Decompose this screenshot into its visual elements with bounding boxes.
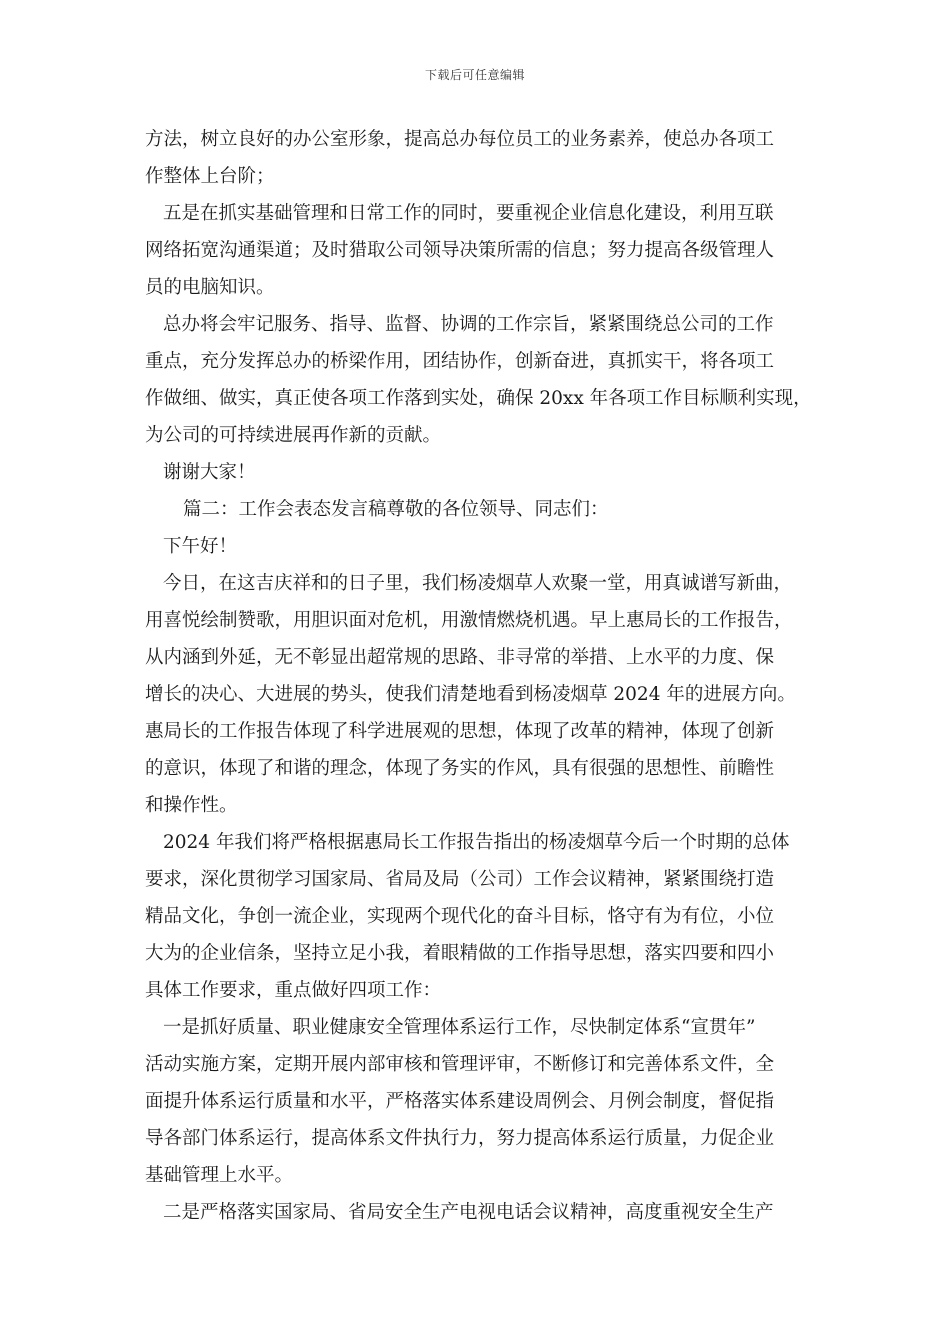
text-line: 从内涵到外延，无不彰显出超常规的思路、非寻常的举措、上水平的力度、保 [145,647,775,668]
text-line: 和操作性。 [145,795,238,816]
text-line: 下午好！ [163,536,238,557]
text-line: 的意识，体现了和谐的理念，体现了务实的作风，具有很强的思想性、前瞻性 [145,758,775,779]
document-body [145,121,825,1231]
text-line: 用喜悦绘制赞歌，用胆识面对危机，用激情燃烧机遇。早上惠局长的工作报告， [145,610,793,631]
page-header: 下载后可任意编辑 [424,68,525,82]
text-line: 具体工作要求，重点做好四项工作： [145,980,442,1001]
text-line: 要求，深化贯彻学习国家局、省局及局（公司）工作会议精神，紧紧围绕打造 [145,869,775,890]
text-line: 导各部门体系运行，提高体系文件执行力，努力提高体系运行质量，力促企业 [145,1128,775,1149]
text-line: 员的电脑知识。 [145,277,275,298]
text-line: 增长的决心、大进展的势头，使我们清楚地看到杨凌烟草 2024 年的进展方向。 [145,684,796,705]
section-heading: 篇二：工作会表态发言稿尊敬的各位领导、同志们： [183,499,609,520]
text-line: 网络拓宽沟通渠道；及时猎取公司领导决策所需的信息；努力提高各级管理人 [145,240,775,261]
text-line: 谢谢大家！ [163,462,256,483]
text-line: 为公司的可持续进展再作新的贡献。 [145,425,442,446]
text-line: 精品文化，争创一流企业，实现两个现代化的奋斗目标，恪守有为有位，小位 [145,906,775,927]
text-line: 方法，树立良好的办公室形象，提高总办每位员工的业务素养，使总办各项工 [145,129,775,150]
text-line: 面提升体系运行质量和水平，严格落实体系建设周例会、月例会制度，督促指 [145,1091,775,1112]
text-line: 基础管理上水平。 [145,1165,294,1186]
text-line: 一是抓好质量、职业健康安全管理体系运行工作，尽快制定体系“宣贯年” [163,1017,756,1038]
text-line: 作整体上台阶； [145,166,275,187]
text-line: 五是在抓实基础管理和日常工作的同时，要重视企业信息化建设，利用互联 [163,203,774,224]
text-line: 重点，充分发挥总办的桥梁作用，团结协作，创新奋进，真抓实干，将各项工 [145,351,775,372]
text-line: 总办将会牢记服务、指导、监督、协调的工作宗旨，紧紧围绕总公司的工作 [163,314,774,335]
text-line: 活动实施方案，定期开展内部审核和管理评审，不断修订和完善体系文件，全 [145,1054,775,1075]
text-line: 作做细、做实，真正使各项工作落到实处，确保 20xx 年各项工作目标顺利实现， [145,388,812,409]
text-line: 二是严格落实国家局、省局安全生产电视电话会议精神，高度重视安全生产 [163,1202,774,1223]
text-line: 惠局长的工作报告体现了科学进展观的思想，体现了改革的精神，体现了创新 [145,721,775,742]
text-line: 今日，在这吉庆祥和的日子里，我们杨凌烟草人欢聚一堂，用真诚谱写新曲， [163,573,793,594]
text-line: 大为的企业信条，坚持立足小我，着眼精做的工作指导思想，落实四要和四小 [145,943,775,964]
text-line: 2024 年我们将严格根据惠局长工作报告指出的杨凌烟草今后一个时期的总体 [163,832,790,853]
